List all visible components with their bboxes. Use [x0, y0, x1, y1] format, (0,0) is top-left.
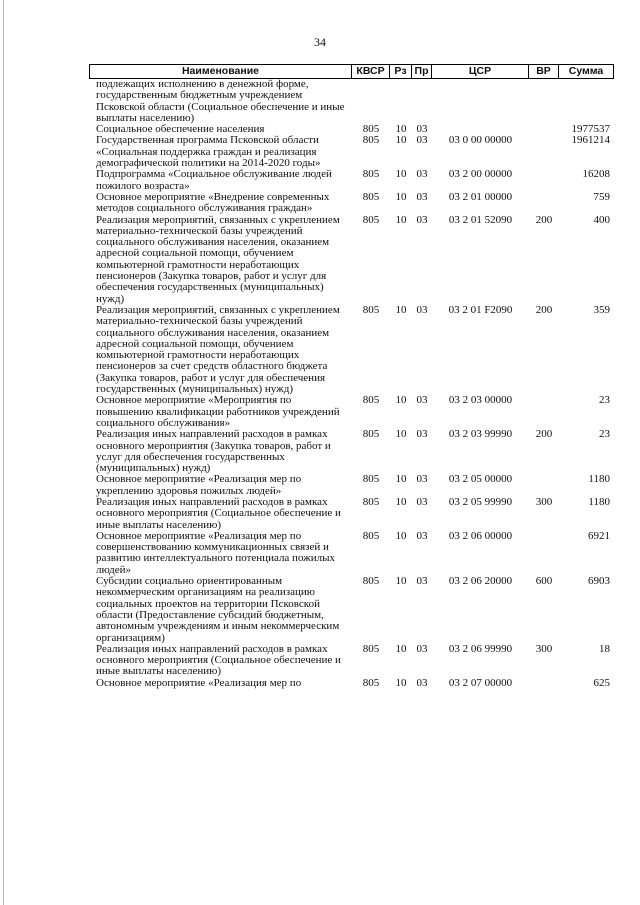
- row-vr: 300: [535, 496, 553, 508]
- row-kvsr: 805: [362, 304, 380, 316]
- row-vr: 200: [535, 304, 553, 316]
- header-vr: ВР: [528, 64, 559, 79]
- row-rz: 10: [395, 496, 407, 508]
- row-kvsr: 805: [362, 677, 380, 689]
- row-kvsr: 805: [362, 124, 380, 136]
- row-name: Основное мероприятие «Мероприятия по повышению квалификации работников учреждений социального обслуживания»: [96, 395, 340, 429]
- row-csr: 03 2 03 00000: [448, 395, 513, 407]
- row-rz: 10: [395, 474, 407, 486]
- row-kvsr: 805: [362, 530, 380, 542]
- row-rz: 10: [395, 304, 407, 316]
- row-name: Государственная программа Псковской области «Социальная поддержка граждан и реализация демографической политики на 2014-2020 годы»: [96, 135, 321, 170]
- row-rz: 10: [395, 169, 407, 181]
- row-kvsr: [352, 79, 390, 124]
- row-csr: 03 2 01 52090: [448, 214, 513, 226]
- row-pr: 03: [416, 496, 428, 508]
- row-csr: 03 2 03 99990: [448, 429, 513, 441]
- row-pr: 03: [416, 576, 428, 588]
- scan-edge-line: [3, 0, 4, 905]
- row-vr: [529, 135, 559, 169]
- row-csr: 03 2 06 99990: [448, 643, 513, 655]
- row-csr: 03 0 00 00000: [448, 135, 513, 147]
- row-kvsr: 805: [362, 496, 380, 508]
- row-vr: 200: [535, 429, 553, 441]
- row-kvsr: 805: [362, 576, 380, 588]
- row-pr: 03: [416, 530, 428, 542]
- row-sum: 18: [599, 643, 610, 655]
- row-vr: 300: [535, 643, 553, 655]
- row-csr: 03 2 06 00000: [448, 530, 513, 542]
- row-csr: [432, 79, 529, 124]
- page-number: 34: [314, 35, 326, 49]
- header-rz: Рз: [389, 64, 412, 79]
- row-csr: 03 2 01 F2090: [448, 304, 513, 316]
- row-csr: 03 2 05 00000: [448, 474, 513, 486]
- row-sum: 759: [593, 191, 610, 203]
- row-csr: 03 2 07 00000: [448, 677, 513, 689]
- row-vr: [529, 395, 559, 429]
- row-rz: 10: [395, 530, 407, 542]
- row-sum: 6903: [588, 576, 610, 588]
- row-pr: 03: [416, 191, 428, 203]
- row-sum: 1961214: [571, 135, 610, 147]
- row-name: Основное мероприятие «Внедрение современных методов социального обслуживания граждан»: [96, 191, 330, 215]
- row-pr: 03: [416, 395, 428, 407]
- row-csr: 03 2 00 00000: [448, 169, 513, 181]
- row-name: Реализация иных направлений расходов в рамках основного мероприятия (Закупка товаров, работ и услуг для обеспечения государственных (муниципальных) нужд): [96, 429, 331, 475]
- row-pr: 03: [416, 429, 428, 441]
- row-sum: 1180: [588, 496, 610, 508]
- row-vr: [529, 124, 559, 135]
- row-pr: 03: [416, 214, 428, 226]
- row-csr: [432, 124, 529, 135]
- row-sum: 23: [599, 429, 610, 441]
- row-kvsr: 805: [362, 135, 380, 147]
- row-name: Реализация иных направлений расходов в рамках основного мероприятия (Социальное обеспечение и иные выплаты населению): [96, 496, 341, 531]
- row-pr: 03: [416, 677, 428, 689]
- row-sum: 6921: [588, 530, 610, 542]
- budget-table: [90, 64, 614, 689]
- header-pr: Пр: [411, 64, 432, 79]
- row-sum: [559, 79, 614, 124]
- row-rz: 10: [395, 576, 407, 588]
- row-rz: 10: [395, 643, 407, 655]
- header-csr: ЦСР: [431, 64, 529, 79]
- row-name: Реализация мероприятий, связанных с укреплением материально-технической базы учреждений социального обслуживания населения, оказанием адресной социальной помощи, обучением компьютерной грамотности неработающих пенсионеров за счет средств областного бюджета (Закупка товаров, работ и услуг для обеспечения государственных (муниципальных) нужд): [96, 304, 340, 396]
- header-kvsr: КВСР: [351, 64, 390, 79]
- row-vr: 200: [535, 214, 553, 226]
- row-vr: [529, 79, 559, 124]
- row-vr: [529, 169, 559, 192]
- row-name: Основное мероприятие «Реализация мер по совершенствованию коммуникационных связей и развитию интеллектуального потенциала пожилых людей»: [96, 530, 336, 576]
- row-csr: 03 2 06 20000: [448, 576, 513, 588]
- row-sum: 359: [593, 304, 610, 316]
- row-name: Реализация мероприятий, связанных с укреплением материально-технической базы учреждений социального обслуживания населения, оказанием адресной социальной помощи, обучением компьютерной грамотности неработающих пенсионеров (Закупка товаров, работ и услуг для обеспечения государственных (муниципальных) нужд): [96, 214, 340, 305]
- row-sum: 1977537: [571, 124, 610, 136]
- row-kvsr: 805: [362, 169, 380, 181]
- row-pr: 03: [416, 124, 428, 136]
- row-sum: 625: [593, 677, 610, 689]
- row-rz: 10: [395, 191, 407, 203]
- row-sum: 1180: [588, 474, 610, 486]
- row-name: Подпрограмма «Социальное обслуживание людей пожилого возраста»: [96, 169, 332, 192]
- row-csr: 03 2 05 99990: [448, 496, 513, 508]
- row-kvsr: 805: [362, 429, 380, 441]
- row-pr: 03: [416, 304, 428, 316]
- row-pr: 03: [416, 474, 428, 486]
- row-sum: 400: [593, 214, 610, 226]
- row-pr: 03: [416, 135, 428, 147]
- row-vr: 600: [535, 576, 553, 588]
- row-rz: 10: [395, 214, 407, 226]
- row-name: Основное мероприятие «Реализация мер по: [96, 677, 302, 689]
- header-name: Наименование: [89, 64, 352, 79]
- row-name: Субсидии социально ориентированным некоммерческим организациям на реализацию социальных проектов на территории Псковской области (Предоставление субсидий бюджетным, автономным учреждениям и иным некоммерческим организациям): [96, 576, 340, 644]
- row-kvsr: 805: [362, 191, 380, 203]
- row-rz: 10: [395, 677, 407, 689]
- header-sum: Сумма: [558, 64, 614, 79]
- row-rz: 10: [395, 429, 407, 441]
- row-pr: 03: [416, 169, 428, 181]
- row-kvsr: 805: [362, 214, 380, 226]
- row-vr: [529, 474, 559, 497]
- row-sum: 16208: [582, 169, 610, 181]
- row-name: Реализация иных направлений расходов в рамках основного мероприятия (Социальное обеспечение и иные выплаты населению): [96, 643, 341, 678]
- row-rz: 10: [395, 395, 407, 407]
- row-vr: [529, 678, 559, 689]
- row-name: Основное мероприятие «Реализация мер по укреплению здоровья пожилых людей»: [96, 474, 302, 497]
- row-vr: [529, 531, 559, 576]
- row-kvsr: 805: [362, 474, 380, 486]
- row-csr: 03 2 01 00000: [448, 191, 513, 203]
- row-sum: 23: [599, 395, 610, 407]
- row-rz: [390, 79, 412, 124]
- row-name: подлежащих исполнению в денежной форме, государственным бюджетным учреждением Псковской области (Социальное обеспечение и иные выплаты населению): [96, 79, 345, 124]
- row-pr: 03: [416, 643, 428, 655]
- row-rz: 10: [395, 124, 407, 136]
- row-kvsr: 805: [362, 643, 380, 655]
- row-vr: [529, 192, 559, 215]
- row-pr: [412, 79, 432, 124]
- row-name: Социальное обеспечение населения: [96, 124, 265, 136]
- row-rz: 10: [395, 135, 407, 147]
- row-kvsr: 805: [362, 395, 380, 407]
